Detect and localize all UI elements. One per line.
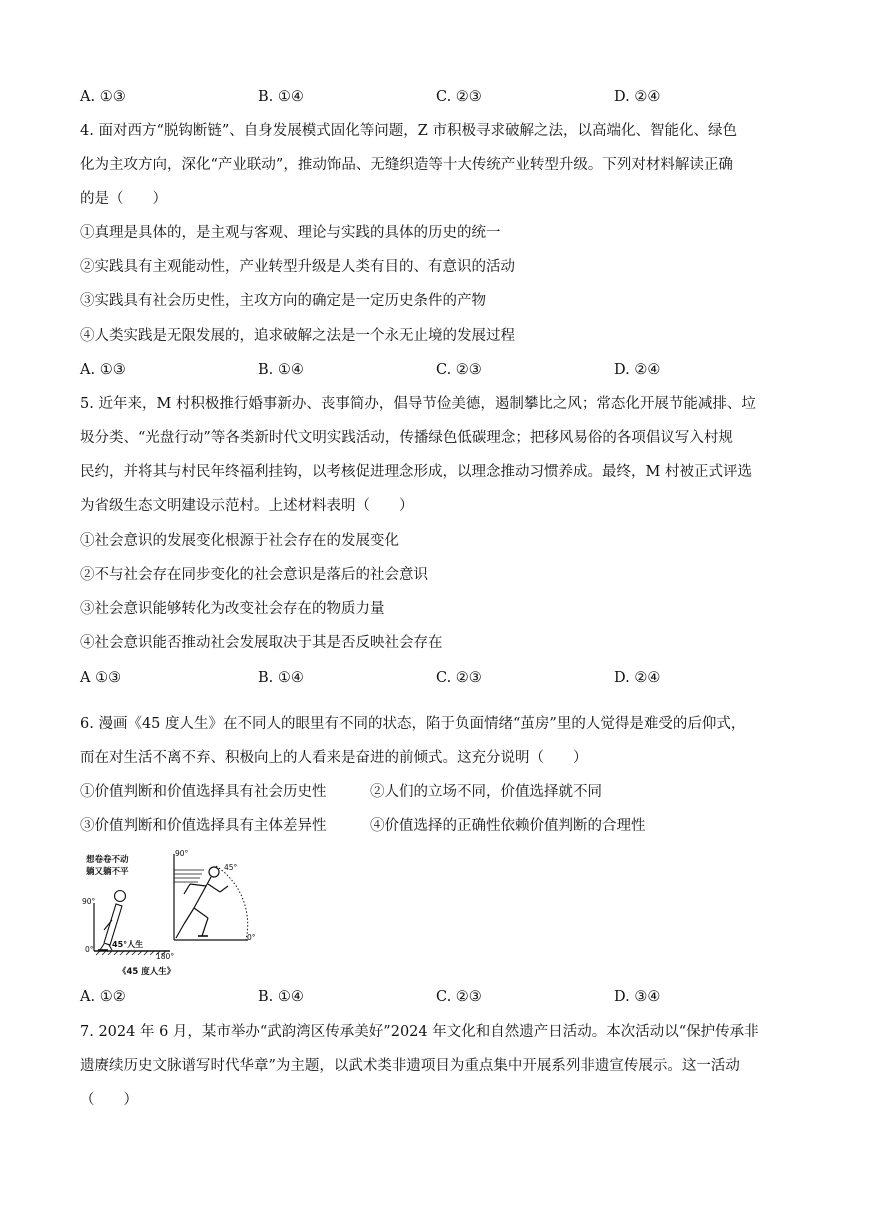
q5-item-2: ②不与社会存在同步变化的社会意识是落后的社会意识: [80, 567, 428, 583]
q6-option-a[interactable]: A. ①②: [80, 989, 126, 1005]
cartoon-title: 《45 度人生》: [118, 967, 176, 977]
q6-item-1: ①价值判断和价值选择具有社会历史性: [80, 784, 327, 800]
q6-options: [80, 987, 800, 1007]
q4-item-1: ①真理是具体的，是主观与客观、理论与实践的具体的历史的统一: [80, 225, 501, 241]
q5-options: [80, 668, 800, 688]
q5-item-1: ①社会意识的发展变化根源于社会存在的发展变化: [80, 533, 399, 549]
q6-option-c[interactable]: C. ②③: [436, 989, 482, 1005]
q7-stem-line: （ ）: [80, 1092, 138, 1108]
q5-item-3: ③社会意识能够转化为改变社会存在的物质力量: [80, 601, 385, 617]
q4-option-a[interactable]: A. ①③: [80, 362, 126, 378]
left-figure-panel: [82, 891, 174, 962]
q5-option-c[interactable]: C. ②③: [436, 670, 482, 686]
q6-item-3: ③价值判断和价值选择具有主体差异性: [80, 818, 327, 834]
q6-option-b[interactable]: B. ①④: [258, 989, 304, 1005]
q3-options: [80, 87, 800, 107]
q5-option-a[interactable]: A ①③: [80, 670, 122, 686]
q7-stem-line: 7. 2024 年 6 月，某市举办“武韵湾区传承美好”2024 年文化和自然遗产日活动。本次活动以“保护传承非: [80, 1024, 759, 1040]
q4-item-2: ②实践具有主观能动性，产业转型升级是人类有目的、有意识的活动: [80, 259, 515, 275]
q5-stem-line: 为省级生态文明建设示范村。上述材料表明（ ）: [80, 498, 414, 514]
q4-stem-line: 化为主攻方向，深化“产业联动”，推动饰品、无缝织造等十大传统产业转型升级。下列对材料解读正确: [80, 157, 733, 173]
q5-stem-line: 圾分类、“光盘行动”等各类新时代文明实践活动，传播绿色低碳理念；把移风易俗的各项倡议写入村规: [80, 430, 733, 446]
q6-items-row-1: [80, 782, 800, 802]
q5-option-b[interactable]: B. ①④: [258, 670, 304, 686]
q4-stem-line: 的是（ ）: [80, 191, 167, 207]
q5-item-4: ④社会意识能否推动社会发展取决于其是否反映社会存在: [80, 635, 443, 651]
cartoon-45-life: [82, 848, 262, 980]
cartoon-angle-0-left: 0°: [85, 945, 94, 954]
q4-option-c[interactable]: C. ②③: [436, 362, 482, 378]
q6-item-4: ④价值选择的正确性依赖价值判断的合理性: [370, 818, 646, 834]
q6-option-d[interactable]: D. ③④: [614, 989, 661, 1005]
q6-stem-line: 而在对生活不离不弃、积极向上的人看来是奋进的前倾式。这充分说明（ ）: [80, 750, 588, 766]
q5-stem-line: 民约，并将其与村民年终福利挂钩，以考核促进理念形成，以理念推动习惯养成。最终，M 村被正式评选: [80, 464, 752, 480]
q3-option-b[interactable]: B. ①④: [258, 89, 304, 105]
q4-option-d[interactable]: D. ②④: [614, 362, 661, 378]
q6-stem-line: 6. 漫画《45 度人生》在不同人的眼里有不同的状态，陷于负面情绪“茧房”里的人觉得是难受的后仰式，: [80, 716, 746, 732]
cartoon-angle-90-left: 90°: [82, 897, 96, 906]
q4-item-4: ④人类实践是无限发展的，追求破解之法是一个永无止境的发展过程: [80, 328, 515, 344]
q4-options: [80, 360, 800, 380]
q5-option-d[interactable]: D. ②④: [614, 670, 661, 686]
q6-item-2: ②人们的立场不同，价值选择就不同: [370, 784, 602, 800]
cartoon-label-45-life: 45°人生: [112, 940, 144, 949]
q6-items-row-2: [80, 816, 800, 836]
cartoon-angle-45: 45°: [224, 863, 238, 872]
cartoon-angle-90-right: 90°: [175, 849, 189, 858]
q4-item-3: ③实践具有社会历史性，主攻方向的确定是一定历史条件的产物: [80, 293, 486, 309]
cartoon-caption-left-2: 躺又躺不平: [86, 867, 129, 877]
right-figure-panel: [174, 849, 256, 942]
cartoon-caption-left: 想卷卷不动: [86, 855, 129, 865]
q4-option-b[interactable]: B. ①④: [258, 362, 304, 378]
q5-stem-line: 5. 近年来，M 村积极推行婚事新办、丧事简办，倡导节俭美德，遏制攀比之风；常态化开展节能减排、垃: [80, 396, 756, 412]
q3-option-a[interactable]: A. ①③: [80, 89, 126, 105]
q4-stem-line: 4. 面对西方“脱钩断链”、自身发展模式固化等问题，Z 市积极寻求破解之法，以高端化、智能化、绿色: [80, 123, 737, 139]
q3-option-c[interactable]: C. ②③: [436, 89, 482, 105]
q3-option-d[interactable]: D. ②④: [614, 89, 661, 105]
cartoon-angle-180: 180°: [156, 952, 175, 961]
cartoon-angle-0-right: 0°: [247, 933, 256, 942]
q7-stem-line: 遗赓续历史文脉谱写时代华章”为主题，以武术类非遗项目为重点集中开展系列非遗宣传展示。这一活动: [80, 1058, 740, 1074]
